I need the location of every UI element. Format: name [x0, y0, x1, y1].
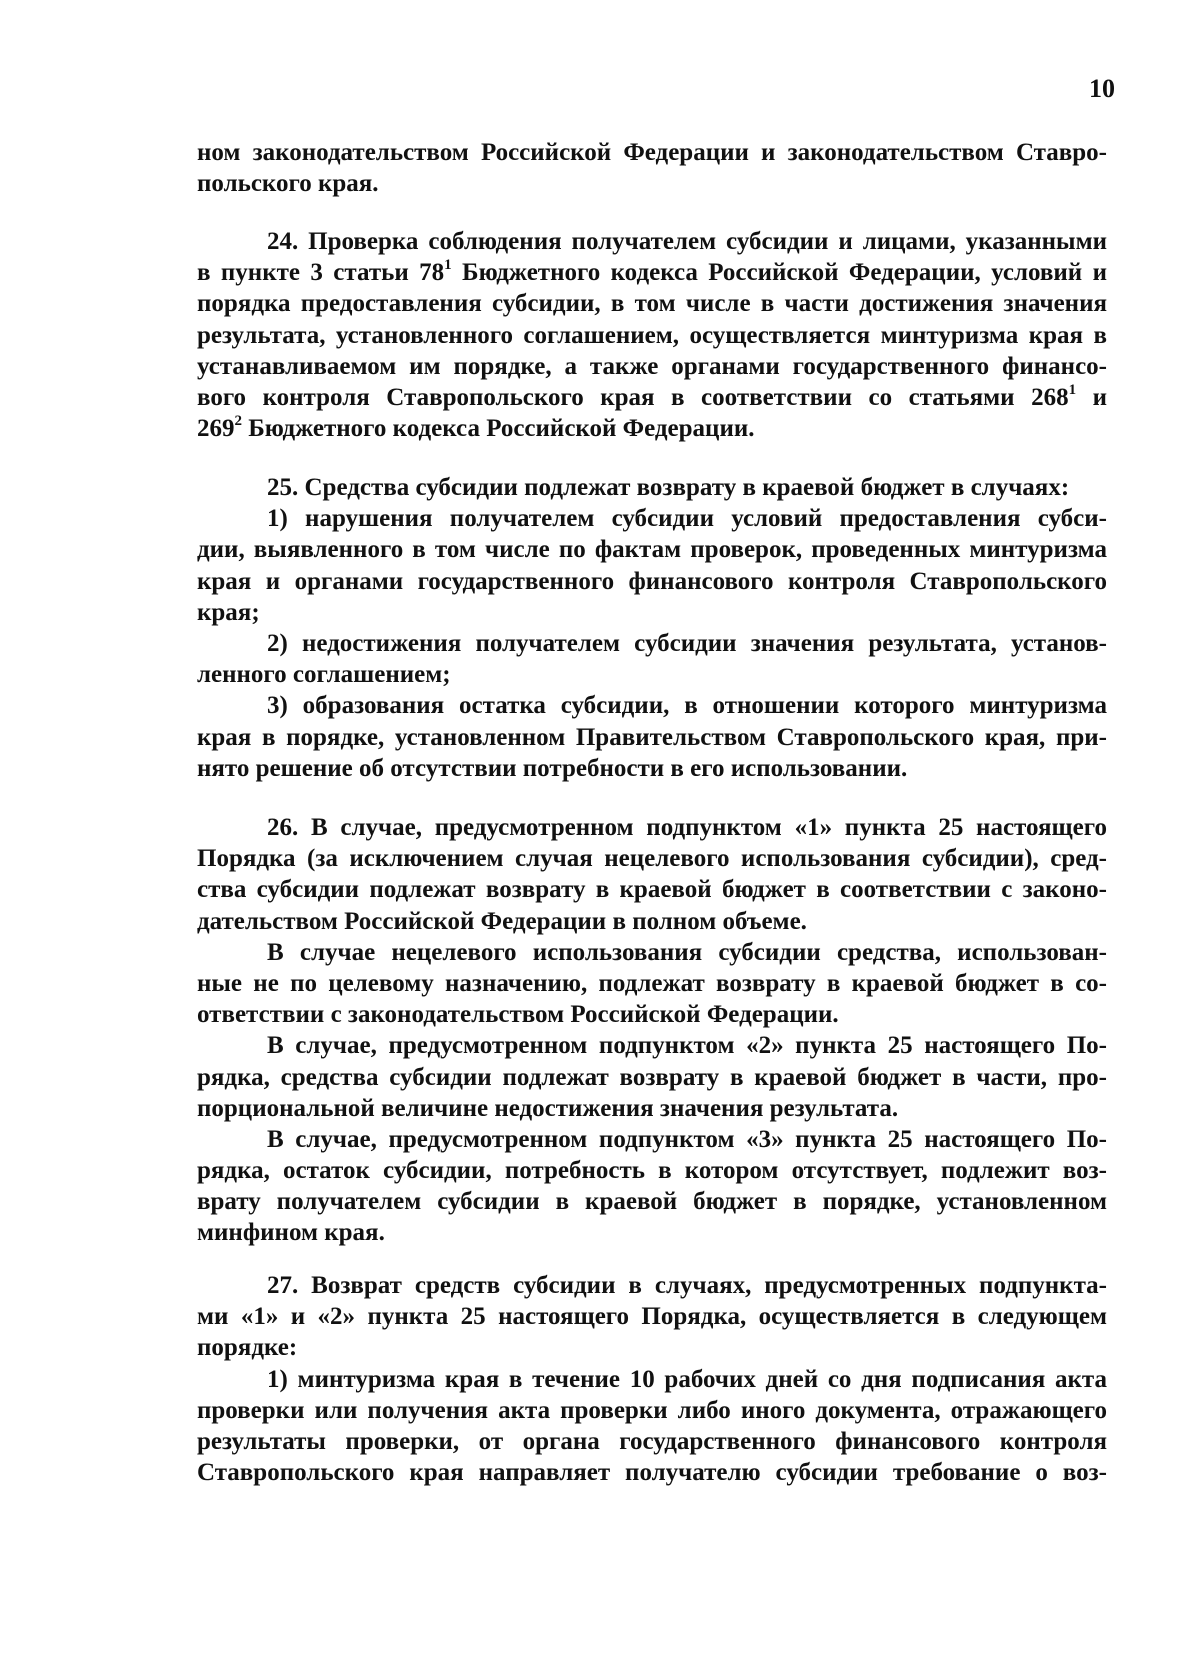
text-line: минфином края.: [197, 1219, 385, 1247]
text-line: результаты проверки, от органа государственного финансового контроля: [197, 1427, 1107, 1455]
text-line: ми «1» и «2» пункта 25 настоящего Порядка, осуществляется в следующем: [197, 1303, 1107, 1331]
text-line: устанавливаемом им порядке, а также органами государственного финансо-: [197, 352, 1107, 380]
text-line: результата, установленного соглашением, осуществляется минтуризма края в: [197, 321, 1107, 349]
text-line: ные не по целевому назначению, подлежат возврату в краевой бюджет в со-: [197, 969, 1107, 997]
paragraph-continuation: [197, 137, 1107, 199]
text-line: проверки или получения акта проверки либо иного документа, отражающего: [197, 1396, 1107, 1424]
paragraph-26: [197, 812, 1107, 1249]
text-line: 2) недостижения получателем субсидии значения результата, установ-: [267, 629, 1107, 657]
text-line: порядке:: [197, 1334, 298, 1362]
text-line: ответствии с законодательством Российской Федерации.: [197, 1001, 839, 1029]
text-line: 1) нарушения получателем субсидии условий предоставления субси-: [267, 505, 1107, 533]
text-line: 27. Возврат средств субсидии в случаях, предусмотренных подпункта-: [267, 1272, 1107, 1299]
text-line: 3) образования остатка субсидии, в отношении которого минтуризма: [267, 692, 1107, 720]
text-line: В случае, предусмотренном подпунктом «3» пункта 25 настоящего По-: [267, 1125, 1107, 1153]
page-number: 10: [1089, 74, 1115, 103]
text-line: 25. Средства субсидии подлежат возврату в краевой бюджет в случаях:: [267, 474, 1070, 501]
text-line: В случае нецелевого использования субсидии средства, использован-: [267, 938, 1107, 966]
text-line: дии, выявленного в том числе по фактам проверок, проведенных минтуризма: [197, 536, 1107, 564]
text-line: рядка, остаток субсидии, потребность в котором отсутствует, подлежит воз-: [197, 1157, 1107, 1185]
paragraph-25: [197, 472, 1107, 784]
text-line: дательством Российской Федерации в полном объеме.: [197, 907, 807, 935]
text-line: края;: [197, 598, 260, 626]
text-line: В случае, предусмотренном подпунктом «2» пункта 25 настоящего По-: [267, 1032, 1107, 1060]
text-line: 1) минтуризма края в течение 10 рабочих дней со дня подписания акта: [267, 1365, 1107, 1393]
text-line: польского края.: [197, 170, 379, 198]
text-line: вого контроля Ставропольского края в соответствии со статьями $268^1$ и: [197, 381, 1108, 411]
text-line: Ставропольского края направляет получателю субсидии требование о воз-: [197, 1459, 1107, 1487]
text-line: края и органами государственного финансового контроля Ставропольского: [197, 567, 1107, 595]
text-line: врату получателем субсидии в краевой бюджет в порядке, установленном: [197, 1188, 1107, 1216]
text-line: рядка, средства субсидии подлежат возврату в краевой бюджет в части, про-: [197, 1063, 1107, 1091]
text-line: края в порядке, установленном Правительством Ставропольского края, при-: [197, 723, 1107, 751]
text-line: Порядка (за исключением случая нецелевого использования субсидии), сред-: [197, 845, 1107, 873]
text-line: ленного соглашением;: [197, 661, 451, 689]
text-line: в пункте 3 статьи $78^1$ Бюджетного кодекса Российской Федерации, условий и: [197, 256, 1107, 287]
text-line: нято решение об отсутствии потребности в его использовании.: [197, 754, 908, 782]
text-line: порциональной величине недостижения значения результата.: [197, 1094, 899, 1122]
text-line: 26. В случае, предусмотренном подпунктом «1» пункта 25 настоящего: [267, 814, 1107, 841]
text-line: $269^2$ Бюджетного кодекса Российской Федерации.: [197, 412, 755, 443]
text-line: порядка предоставления субсидии, в том числе в части достижения значения: [197, 290, 1107, 318]
text-line: 24. Проверка соблюдения получателем субсидии и лицами, указанными: [267, 228, 1107, 255]
paragraph-24: [197, 226, 1107, 444]
text-line: ном законодательством Российской Федерации и законодательством Ставро-: [197, 139, 1107, 166]
text-line: ства субсидии подлежат возврату в краевой бюджет в соответствии с законо-: [197, 876, 1107, 904]
paragraph-27: [197, 1270, 1107, 1488]
